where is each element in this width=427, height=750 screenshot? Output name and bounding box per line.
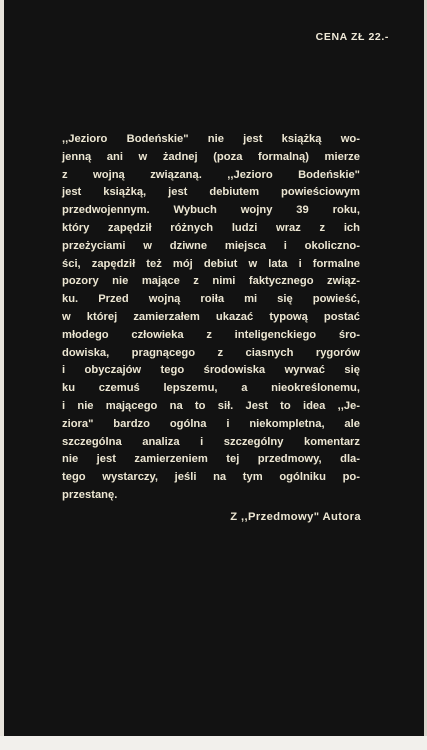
blurb-line: ziora" bardzo ogólna i niekompletna, ale (62, 417, 360, 430)
blurb-line: w której zamierzałem ukazać typową postać (62, 310, 360, 323)
blurb-line: pozory nie mające z nimi faktycznego związ- (62, 275, 360, 288)
blurb-line: który zapędził różnych ludzi wraz z ich (62, 221, 360, 234)
blurb-line: młodego człowieka z inteligenckiego śro- (62, 328, 360, 341)
blurb-line: ,,Jezioro Bodeńskie" nie jest książką wo- (62, 133, 360, 145)
price-label: CENA ZŁ 22.- (315, 31, 389, 43)
blurb-line: ku czemuś lepszemu, a nieokreślonemu, (62, 382, 360, 395)
attribution: Z ,,Przedmowy" Autora (230, 511, 361, 523)
blurb-line: przestanę. (62, 488, 118, 501)
blurb-line: z wojną związaną. ,,Jezioro Bodeńskie" (62, 168, 360, 181)
blurb-line: jest książką, jest debiutem powieściowym (62, 186, 360, 199)
blurb-line: ści, zapędził też mój debiut w lata i formalne (62, 257, 360, 270)
blurb-line: jenną ani w żadnej (poza formalną) mierze (62, 150, 360, 163)
blurb-line: przeżyciami w dziwne miejsca i okoliczno- (62, 239, 360, 252)
blurb-line: dowiska, pragnącego z ciasnych rygorów (62, 346, 360, 359)
blurb-line: nie jest zamierzeniem tej przedmowy, dla- (62, 453, 360, 466)
blurb-line: szczególna analiza i szczególny komentarz (62, 435, 360, 448)
blurb-line: przedwojennym. Wybuch wojny 39 roku, (62, 204, 360, 217)
blurb-line: i obyczajów tego środowiska wyrwać się (62, 364, 360, 377)
blurb-line: ku. Przed wojną roiła mi się powieść, (62, 293, 360, 306)
page-edge-bottom (0, 736, 427, 750)
blurb-line: i nie mającego na to sił. Jest to idea ,,Je- (62, 399, 360, 412)
blurb-text (62, 131, 360, 505)
page-edge-left (0, 0, 4, 750)
blurb-line: tego wystarczy, jeśli na tym ogólniku po- (62, 471, 360, 484)
